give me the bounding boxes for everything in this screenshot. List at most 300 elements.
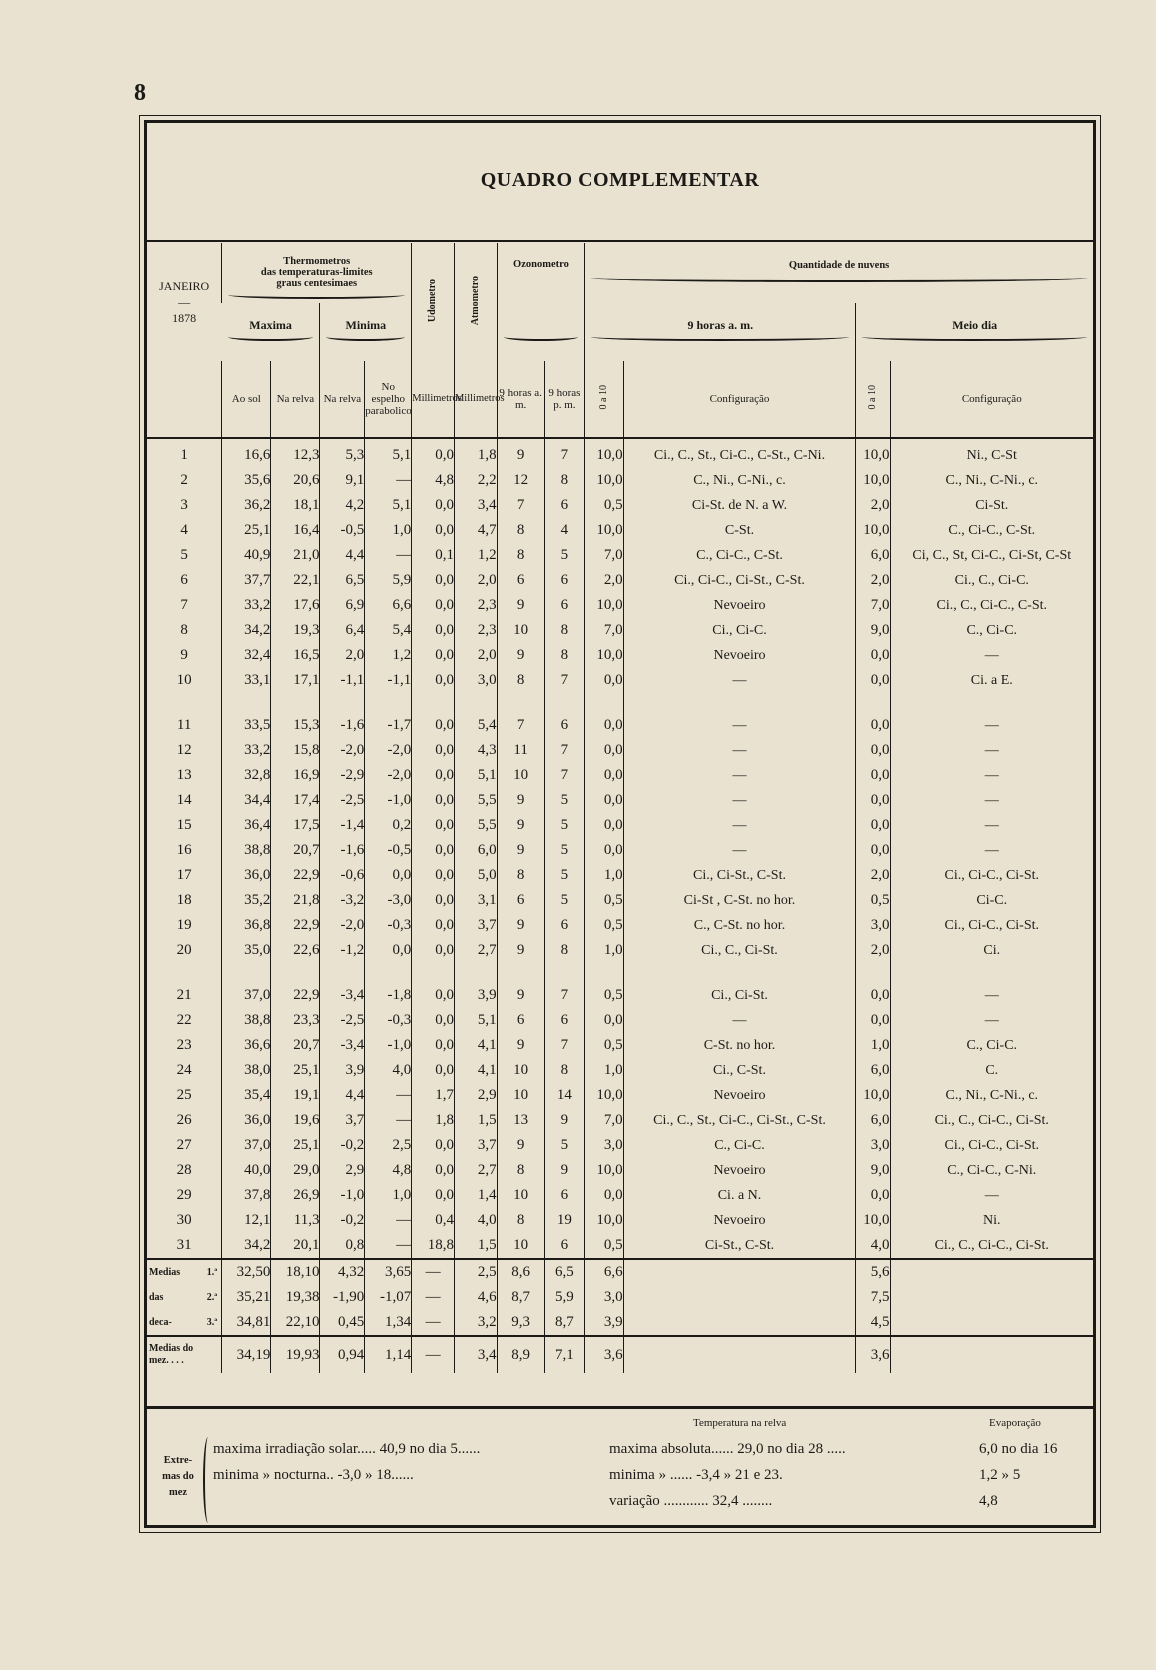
data-cell: 0,5 <box>585 913 623 938</box>
gap-cell <box>544 963 585 983</box>
data-cell: -1,6 <box>320 713 365 738</box>
day-cell: 12 <box>176 742 192 758</box>
data-cell: Ci., C., Ci-C., Ci-St. <box>890 1233 1093 1259</box>
data-cell: 0,0 <box>585 738 623 763</box>
nuvens-header: Quantidade de nuvens <box>788 260 890 271</box>
medias-value: 4,5 <box>856 1310 890 1336</box>
data-cell: 0,0 <box>856 788 890 813</box>
data-cell: 1,2 <box>454 543 497 568</box>
data-cell: 33,2 <box>222 738 271 763</box>
data-cell: 0,0 <box>585 713 623 738</box>
data-cell: — <box>890 838 1093 863</box>
medias-value: 32,50 <box>222 1259 271 1285</box>
data-cell: 3,4 <box>454 493 497 518</box>
data-cell: C., Ci-C. <box>890 1033 1093 1058</box>
data-cell: 7 <box>544 738 585 763</box>
data-cell: 8 <box>497 518 544 543</box>
page-number: 8 <box>134 80 146 106</box>
data-cell: 3,0 <box>585 1133 623 1158</box>
data-cell: 8 <box>544 618 585 643</box>
evaporacao-head: Evaporação <box>989 1417 1041 1429</box>
thermo-brace <box>228 291 405 299</box>
table-row <box>147 788 1093 813</box>
table-row <box>147 1058 1093 1083</box>
data-cell: Ci-St. de N. a W. <box>623 493 856 518</box>
data-cell: Ci., Ci-C., Ci-St. <box>890 1133 1093 1158</box>
medias-mez-label-1: Medias do <box>149 1343 194 1354</box>
data-cell: -0,3 <box>365 913 412 938</box>
medias-mez-value <box>623 1336 856 1373</box>
data-cell: 0,0 <box>412 938 455 963</box>
data-cell: — <box>365 1233 412 1259</box>
data-cell: 9,1 <box>320 468 365 493</box>
data-cell: 33,2 <box>222 593 271 618</box>
data-cell: 4,1 <box>454 1058 497 1083</box>
table-row <box>147 668 1093 693</box>
data-cell: 19 <box>544 1208 585 1233</box>
data-cell: Ci., Ci-C., Ci-St. <box>890 863 1093 888</box>
data-cell: -2,0 <box>320 738 365 763</box>
data-cell: 5,3 <box>320 438 365 468</box>
minima-header: Minima <box>345 318 387 332</box>
data-cell: 10,0 <box>585 593 623 618</box>
gap-cell <box>147 963 222 983</box>
data-cell: 1,2 <box>365 643 412 668</box>
data-cell: -2,0 <box>365 763 412 788</box>
data-cell: 10 <box>497 763 544 788</box>
gap-cell <box>365 963 412 983</box>
day-cell: 17 <box>176 867 192 883</box>
data-cell: 0,5 <box>585 888 623 913</box>
data-cell: 0,0 <box>412 668 455 693</box>
data-cell: 4,4 <box>320 543 365 568</box>
data-cell: -0,2 <box>320 1133 365 1158</box>
gap-cell <box>222 963 271 983</box>
table-row <box>147 888 1093 913</box>
data-cell: 0,0 <box>856 643 890 668</box>
data-cell: Nevoeiro <box>623 1208 856 1233</box>
data-cell: 4,1 <box>454 1033 497 1058</box>
data-cell: Nevoeiro <box>623 643 856 668</box>
header-dash: — <box>178 295 191 309</box>
data-cell: Ci-St. <box>890 493 1093 518</box>
data-cell: 16,9 <box>271 763 320 788</box>
data-cell: 4,2 <box>320 493 365 518</box>
data-cell: 0,0 <box>585 763 623 788</box>
data-cell: — <box>890 983 1093 1008</box>
data-cell: Nevoeiro <box>623 593 856 618</box>
data-cell: 0,0 <box>412 813 455 838</box>
day-cell: 27 <box>176 1137 192 1153</box>
data-cell: 8 <box>497 543 544 568</box>
data-cell: 7 <box>544 668 585 693</box>
data-cell: 5 <box>544 888 585 913</box>
data-cell: 3,1 <box>454 888 497 913</box>
medias-value: 1,34 <box>365 1310 412 1336</box>
data-cell: 0,0 <box>585 668 623 693</box>
data-cell: -1,2 <box>320 938 365 963</box>
data-cell: 7 <box>544 1033 585 1058</box>
data-cell: 1,5 <box>454 1108 497 1133</box>
day-cell: 4 <box>180 522 188 538</box>
data-cell: 8 <box>497 668 544 693</box>
data-cell: 10 <box>497 1058 544 1083</box>
udometro-header: Udometro <box>427 278 439 323</box>
data-cell: 0,0 <box>856 1008 890 1033</box>
data-cell: 6 <box>544 713 585 738</box>
data-cell: 22,1 <box>271 568 320 593</box>
data-cell: 3,7 <box>454 1133 497 1158</box>
medias-label-part: das <box>149 1291 164 1303</box>
data-cell: 9 <box>497 593 544 618</box>
data-cell: 9 <box>497 813 544 838</box>
data-cell: C., Ni., C-Ni., c. <box>890 468 1093 493</box>
data-cell: 20,6 <box>271 468 320 493</box>
thermo-title-3: graus centesimaes <box>276 278 358 289</box>
config-am-header: Configuração <box>623 361 856 438</box>
data-cell: 23,3 <box>271 1008 320 1033</box>
medias-mez-value: 34,19 <box>222 1336 271 1373</box>
data-cell: 22,9 <box>271 983 320 1008</box>
data-cell: 3,0 <box>856 913 890 938</box>
data-cell: 18,8 <box>412 1233 455 1259</box>
day-cell: 3 <box>180 497 188 513</box>
data-cell: -3,4 <box>320 983 365 1008</box>
data-cell: 40,0 <box>222 1158 271 1183</box>
data-cell: 11 <box>497 738 544 763</box>
day-cell: 15 <box>176 817 192 833</box>
medias-mez-value: 1,14 <box>365 1336 412 1373</box>
decade-ordinal: 1.ª <box>206 1266 218 1278</box>
data-cell: 5,4 <box>454 713 497 738</box>
data-cell: 7,0 <box>585 543 623 568</box>
extremas-label <box>153 1453 203 1501</box>
data-cell: 4,0 <box>365 1058 412 1083</box>
data-cell: 9,0 <box>856 1158 890 1183</box>
decade-ordinal: 3.ª <box>206 1316 218 1328</box>
medias-value <box>890 1259 1093 1285</box>
data-cell: 10,0 <box>856 1083 890 1108</box>
day-cell: 28 <box>176 1162 192 1178</box>
extremas-line2b: minima » ...... -3,4 » 21 e 23. <box>609 1467 783 1483</box>
maxima-header: Maxima <box>249 318 292 332</box>
data-cell: -2,0 <box>320 913 365 938</box>
gap-cell <box>623 963 856 983</box>
data-cell: 1,0 <box>856 1033 890 1058</box>
escala-am-header: 0 a 10 <box>597 385 609 410</box>
day-cell: 21 <box>176 987 192 1003</box>
day-cell: 31 <box>176 1237 192 1253</box>
oz-am-header: 9 horas a. m. <box>497 361 544 438</box>
data-cell: 0,0 <box>412 568 455 593</box>
medias-value: 4,6 <box>454 1285 497 1310</box>
nuvens-brace <box>591 274 1087 282</box>
data-cell: 0,0 <box>412 1058 455 1083</box>
data-cell: 22,6 <box>271 938 320 963</box>
data-cell: 0,0 <box>412 593 455 618</box>
data-cell: Ci., Ci-C., Ci-St., C-St. <box>623 568 856 593</box>
medias-label-cell <box>147 1259 222 1285</box>
data-cell: -2,9 <box>320 763 365 788</box>
milli-atm-header: Millimetros <box>454 361 497 438</box>
day-cell: 16 <box>176 842 192 858</box>
data-cell: 0,0 <box>585 1008 623 1033</box>
gap-cell <box>856 693 890 713</box>
data-cell: 6 <box>544 1008 585 1033</box>
data-cell: 2,3 <box>454 618 497 643</box>
data-cell: 0,0 <box>412 863 455 888</box>
extremas-section <box>147 1406 1093 1529</box>
data-cell: 0,0 <box>412 438 455 468</box>
data-cell: Ci., Ci-St., C-St. <box>623 863 856 888</box>
data-cell: 4,8 <box>365 1158 412 1183</box>
data-cell: 29,0 <box>271 1158 320 1183</box>
data-cell: 38,8 <box>222 838 271 863</box>
data-cell: — <box>623 763 856 788</box>
data-cell: 10,0 <box>585 1208 623 1233</box>
data-cell: 0,0 <box>585 1183 623 1208</box>
data-cell: 5,1 <box>454 763 497 788</box>
minima-brace <box>326 333 405 341</box>
ozono-brace <box>504 333 579 341</box>
medias-row <box>147 1259 1093 1285</box>
data-cell: Ci, C., St, Ci-C., Ci-St, C-St <box>890 543 1093 568</box>
medias-value: — <box>412 1259 455 1285</box>
data-cell: — <box>623 788 856 813</box>
day-cell: 20 <box>176 942 192 958</box>
gap-cell <box>585 693 623 713</box>
medias-value: 35,21 <box>222 1285 271 1310</box>
maxima-brace <box>228 333 314 341</box>
data-cell: 12,1 <box>222 1208 271 1233</box>
data-cell: -1,0 <box>365 1033 412 1058</box>
data-cell: 35,2 <box>222 888 271 913</box>
gap-cell <box>271 693 320 713</box>
gap-cell <box>497 693 544 713</box>
data-cell: 4,0 <box>856 1233 890 1259</box>
data-cell: -1,1 <box>320 668 365 693</box>
data-cell: 1,7 <box>412 1083 455 1108</box>
medias-value <box>623 1285 856 1310</box>
data-cell: 15,3 <box>271 713 320 738</box>
data-cell: — <box>623 838 856 863</box>
data-cell: — <box>890 763 1093 788</box>
medias-value: 9,3 <box>497 1310 544 1336</box>
data-cell: -0,2 <box>320 1208 365 1233</box>
data-cell: 0,0 <box>585 813 623 838</box>
data-cell: -1,6 <box>320 838 365 863</box>
data-cell: 6,4 <box>320 618 365 643</box>
day-cell: 23 <box>176 1037 192 1053</box>
table-row <box>147 438 1093 468</box>
data-cell: — <box>890 1183 1093 1208</box>
data-cell: 1,0 <box>365 1183 412 1208</box>
data-cell: 0,0 <box>412 788 455 813</box>
data-cell: 36,8 <box>222 913 271 938</box>
extremas-line3c: 4,8 <box>979 1493 998 1509</box>
medias-label-part: Medias <box>149 1266 181 1278</box>
data-cell: 22,9 <box>271 913 320 938</box>
data-cell: 2,0 <box>856 863 890 888</box>
medias-mez-row <box>147 1336 1093 1373</box>
medias-mez-value: 19,93 <box>271 1336 320 1373</box>
data-cell: 0,5 <box>585 493 623 518</box>
data-cell: — <box>623 813 856 838</box>
data-cell: 5 <box>544 838 585 863</box>
data-cell: 6,9 <box>320 593 365 618</box>
data-cell: 9 <box>497 1133 544 1158</box>
medias-mez-label <box>147 1336 222 1373</box>
medias-label-cell <box>147 1285 222 1310</box>
data-cell: 12 <box>497 468 544 493</box>
medias-mez-label-2: mez. . . . <box>149 1355 184 1366</box>
medias-value: 3,0 <box>585 1285 623 1310</box>
data-cell: C., Ci-C., C-St. <box>890 518 1093 543</box>
data-cell: 1,8 <box>412 1108 455 1133</box>
data-cell: 6 <box>544 493 585 518</box>
table-row <box>147 1208 1093 1233</box>
data-cell: 17,5 <box>271 813 320 838</box>
data-cell: 0,0 <box>412 643 455 668</box>
data-cell: 21,0 <box>271 543 320 568</box>
gap-cell <box>320 693 365 713</box>
day-cell: 9 <box>180 647 188 663</box>
ao-sol-header: Ao sol <box>222 361 271 438</box>
day-cell: 18 <box>176 892 192 908</box>
data-cell: 0,0 <box>856 738 890 763</box>
data-cell: 4,8 <box>412 468 455 493</box>
data-cell: 10,0 <box>585 643 623 668</box>
data-cell: -0,3 <box>365 1008 412 1033</box>
data-cell: 2,0 <box>320 643 365 668</box>
medias-value: 18,10 <box>271 1259 320 1285</box>
data-cell: 8 <box>497 863 544 888</box>
extremas-line3b: variação ............ 32,4 ........ <box>609 1493 773 1509</box>
data-cell: 35,6 <box>222 468 271 493</box>
data-cell: 36,0 <box>222 1108 271 1133</box>
extremas-label-3: mez <box>168 1487 188 1498</box>
medias-value: 7,5 <box>856 1285 890 1310</box>
day-cell: 5 <box>180 547 188 563</box>
data-cell: 5,5 <box>454 813 497 838</box>
table-row <box>147 1133 1093 1158</box>
escala-md-header: 0 a 10 <box>866 385 878 410</box>
data-cell: 1,4 <box>454 1183 497 1208</box>
header-month: JANEIRO <box>159 279 210 293</box>
data-cell: — <box>365 1083 412 1108</box>
data-cell: 37,0 <box>222 983 271 1008</box>
data-cell: 0,0 <box>412 888 455 913</box>
table-row <box>147 468 1093 493</box>
data-cell: C., Ni., C-Ni., c. <box>890 1083 1093 1108</box>
data-cell: 0,0 <box>412 493 455 518</box>
data-cell: 8 <box>544 468 585 493</box>
data-cell: 10,0 <box>856 518 890 543</box>
data-cell: 0,0 <box>412 713 455 738</box>
data-cell: Ci., C., Ci-C. <box>890 568 1093 593</box>
medias-mez-value: — <box>412 1336 455 1373</box>
data-cell: 6,0 <box>856 1108 890 1133</box>
data-cell: 9 <box>497 838 544 863</box>
gap-cell <box>222 693 271 713</box>
data-cell: 0,0 <box>412 618 455 643</box>
data-cell: -2,5 <box>320 1008 365 1033</box>
data-cell: — <box>623 1008 856 1033</box>
data-cell: 17,1 <box>271 668 320 693</box>
meio-dia-brace <box>862 333 1087 341</box>
data-cell: -0,6 <box>320 863 365 888</box>
table-row <box>147 863 1093 888</box>
day-cell: 7 <box>180 597 188 613</box>
data-cell: C-St. <box>623 518 856 543</box>
data-cell: -1,7 <box>365 713 412 738</box>
medias-value: 19,38 <box>271 1285 320 1310</box>
gap-cell <box>585 963 623 983</box>
data-cell: 6 <box>497 888 544 913</box>
day-cell: 13 <box>176 767 192 783</box>
medias-value: 3,65 <box>365 1259 412 1285</box>
data-cell: 2,0 <box>856 493 890 518</box>
data-cell: 14 <box>544 1083 585 1108</box>
data-cell: 16,6 <box>222 438 271 468</box>
data-cell: 25,1 <box>271 1133 320 1158</box>
data-cell: 11,3 <box>271 1208 320 1233</box>
medias-row <box>147 1310 1093 1336</box>
medias-value: — <box>412 1310 455 1336</box>
data-cell: 2,3 <box>454 593 497 618</box>
data-cell: Ci., C., St., Ci-C., Ci-St., C-St. <box>623 1108 856 1133</box>
data-cell: Ci., Ci-St. <box>623 983 856 1008</box>
data-cell: Ci. <box>890 938 1093 963</box>
data-cell: 2,0 <box>454 643 497 668</box>
data-cell: -1,8 <box>365 983 412 1008</box>
data-cell: 1,0 <box>585 863 623 888</box>
data-cell: 9 <box>497 938 544 963</box>
oz-pm-header: 9 horas p. m. <box>544 361 585 438</box>
data-cell: 0,5 <box>585 1033 623 1058</box>
day-cell: 22 <box>176 1012 192 1028</box>
day-cell: 11 <box>176 717 192 733</box>
thermo-title-1: Thermometros <box>283 256 351 267</box>
table-row <box>147 1108 1093 1133</box>
data-cell: Ci-C. <box>890 888 1093 913</box>
data-cell: -3,2 <box>320 888 365 913</box>
data-cell: Ci., C., Ci-C., Ci-St. <box>890 1108 1093 1133</box>
data-cell: 3,7 <box>320 1108 365 1133</box>
data-cell: 2,0 <box>454 568 497 593</box>
day-cell: 30 <box>176 1212 192 1228</box>
medias-value: 3,2 <box>454 1310 497 1336</box>
data-cell: 6 <box>544 1233 585 1259</box>
medias-value: -1,90 <box>320 1285 365 1310</box>
data-cell: 5,9 <box>365 568 412 593</box>
data-cell: 36,6 <box>222 1033 271 1058</box>
data-cell: 13 <box>497 1108 544 1133</box>
data-cell: — <box>890 788 1093 813</box>
table-body <box>147 438 1093 1373</box>
data-cell: 0,0 <box>412 913 455 938</box>
data-cell: 8 <box>497 1158 544 1183</box>
data-cell: 9 <box>497 983 544 1008</box>
medias-value: 8,7 <box>497 1285 544 1310</box>
data-cell: 2,7 <box>454 938 497 963</box>
medias-value: 6,5 <box>544 1259 585 1285</box>
data-cell: 8 <box>544 643 585 668</box>
data-cell: 0,0 <box>856 763 890 788</box>
gap-cell <box>412 963 455 983</box>
data-cell: 0,8 <box>320 1233 365 1259</box>
data-cell: 0,0 <box>585 838 623 863</box>
